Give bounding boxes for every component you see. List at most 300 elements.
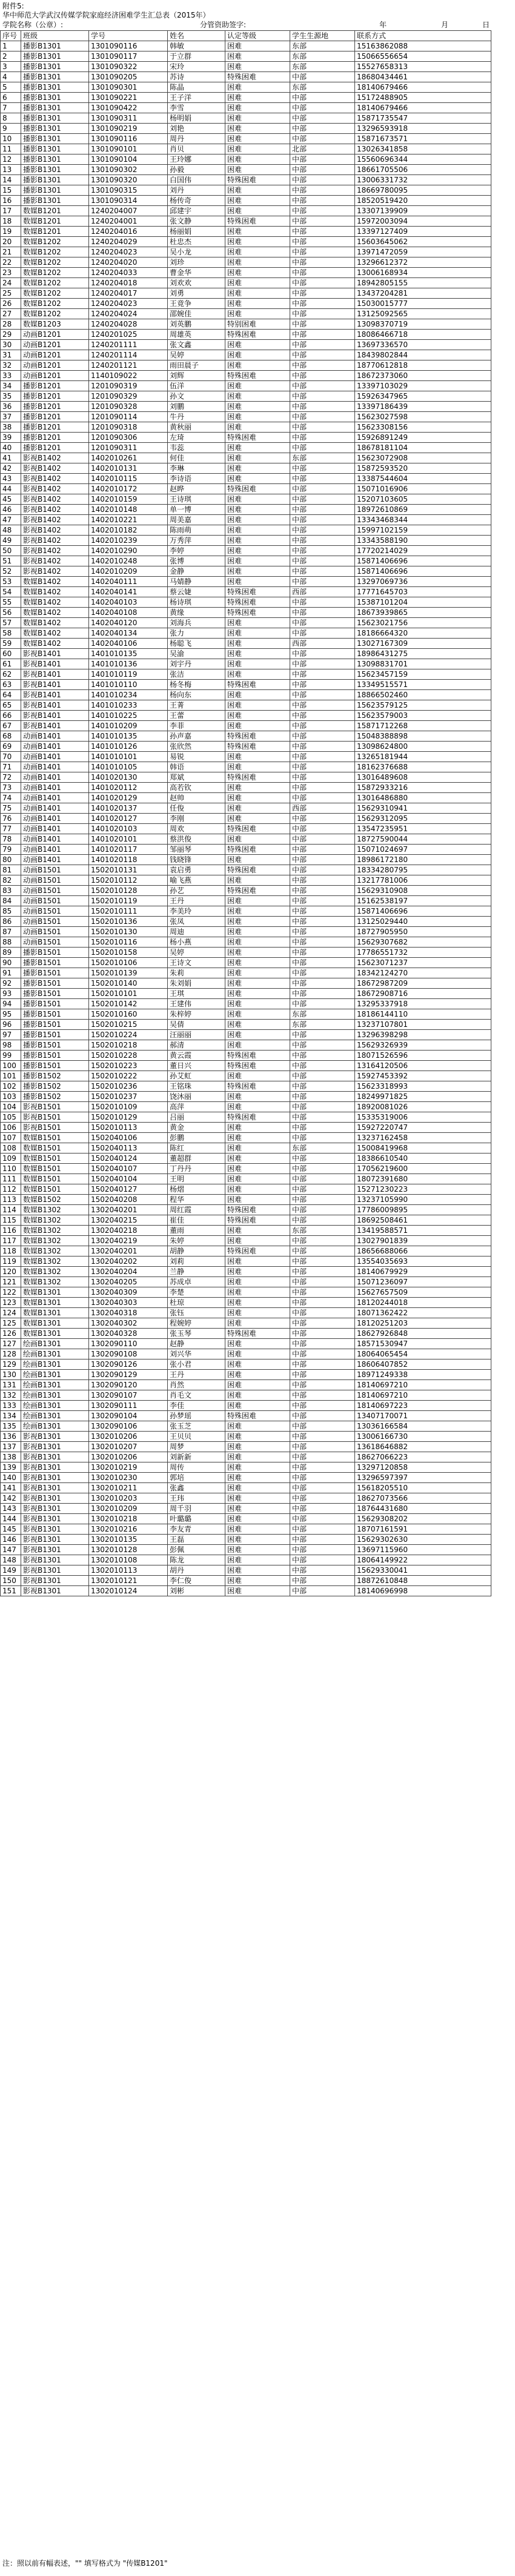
cell-name: 周红霞 — [168, 1205, 225, 1215]
cell-level: 困难 — [225, 381, 290, 391]
cell-student-id: 1302040309 — [89, 1287, 168, 1298]
cell-contact: 15629307682 — [355, 937, 491, 948]
students-table — [0, 30, 491, 1596]
cell-name: 高萍 — [168, 1102, 225, 1112]
cell-index: 67 — [1, 721, 21, 731]
year-label: 年 — [379, 21, 387, 29]
cell-class: 影视B1401 — [21, 690, 89, 700]
table-row — [1, 412, 491, 422]
cell-name: 崔佳 — [168, 1215, 225, 1226]
cell-contact: 18942805155 — [355, 278, 491, 288]
cell-name: 董雨 — [168, 1226, 225, 1236]
cell-name: 苏成卓 — [168, 1277, 225, 1287]
cell-class: 数媒B1301 — [21, 1287, 89, 1298]
cell-class: 数媒B1301 — [21, 1308, 89, 1318]
cell-class: 数媒B1402 — [21, 639, 89, 649]
cell-level: 困难 — [225, 958, 290, 968]
cell-index: 111 — [1, 1174, 21, 1184]
cell-level: 困难 — [225, 134, 290, 144]
cell-level: 困难 — [225, 1184, 290, 1195]
cell-student-id: 1301090117 — [89, 51, 168, 62]
cell-class: 数媒B1501 — [21, 1154, 89, 1164]
cell-class: 播影B1501 — [21, 1009, 89, 1020]
cell-index: 97 — [1, 1030, 21, 1040]
cell-name: 朱刘娟 — [168, 978, 225, 989]
cell-student-id: 1401020117 — [89, 845, 168, 855]
cell-name: 刘兴华 — [168, 1349, 225, 1359]
cell-class: 影视B1301 — [21, 1452, 89, 1462]
cell-name: 李刚 — [168, 814, 225, 824]
cell-origin: 中部 — [290, 608, 355, 618]
cell-index: 37 — [1, 412, 21, 422]
cell-origin: 中部 — [290, 165, 355, 175]
cell-contact: 17056219600 — [355, 1164, 491, 1174]
cell-index: 36 — [1, 402, 21, 412]
cell-level: 困难 — [225, 257, 290, 268]
cell-level: 困难 — [225, 1298, 290, 1308]
cell-contact: 15871406696 — [355, 906, 491, 917]
table-row — [1, 700, 491, 711]
cell-contact: 13006331732 — [355, 175, 491, 185]
cell-student-id: 1502040106 — [89, 1133, 168, 1143]
cell-index: 13 — [1, 165, 21, 175]
cell-index: 148 — [1, 1555, 21, 1565]
cell-index: 104 — [1, 1102, 21, 1112]
cell-name: 赵静 — [168, 1339, 225, 1349]
cell-level: 困难 — [225, 659, 290, 669]
cell-origin: 中部 — [290, 731, 355, 742]
cell-name: 孙梦瑶 — [168, 1411, 225, 1421]
cell-contact: 15872593520 — [355, 463, 491, 474]
table-row — [1, 752, 491, 762]
cell-origin: 中部 — [290, 1473, 355, 1483]
cell-class: 影视B1301 — [21, 1462, 89, 1473]
cell-origin: 中部 — [290, 175, 355, 185]
cell-contact: 15560696344 — [355, 154, 491, 165]
cell-level: 特殊困难 — [225, 1215, 290, 1226]
cell-student-id: 1302040303 — [89, 1298, 168, 1308]
cell-index: 138 — [1, 1452, 21, 1462]
cell-name: 董超群 — [168, 1154, 225, 1164]
cell-student-id: 1401010209 — [89, 721, 168, 731]
cell-contact: 15629308202 — [355, 1514, 491, 1524]
cell-student-id: 1302040302 — [89, 1318, 168, 1329]
cell-index: 57 — [1, 618, 21, 628]
cell-student-id: 1502010222 — [89, 1071, 168, 1081]
cell-name: 王贝贝 — [168, 1432, 225, 1442]
cell-level: 困难 — [225, 711, 290, 721]
cell-class: 影视B1401 — [21, 649, 89, 659]
table-row — [1, 185, 491, 196]
cell-level: 困难 — [225, 1359, 290, 1370]
cell-class: 影视B1401 — [21, 659, 89, 669]
cell-class: 数媒B1301 — [21, 1329, 89, 1339]
cell-name: 苏诗 — [168, 72, 225, 82]
cell-class: 绘画B1301 — [21, 1370, 89, 1380]
table-row — [1, 515, 491, 525]
cell-level: 困难 — [225, 1308, 290, 1318]
cell-contact: 13006168934 — [355, 268, 491, 278]
table-row — [1, 824, 491, 834]
cell-origin: 东部 — [290, 1009, 355, 1020]
cell-class: 影视B1402 — [21, 453, 89, 463]
cell-contact: 13697115960 — [355, 1545, 491, 1555]
cell-index: 139 — [1, 1462, 21, 1473]
cell-contact: 18140679466 — [355, 103, 491, 113]
cell-contact: 15527658313 — [355, 62, 491, 72]
cell-index: 61 — [1, 659, 21, 669]
cell-name: 宋玲 — [168, 62, 225, 72]
cell-index: 88 — [1, 937, 21, 948]
cell-contact: 15623457159 — [355, 669, 491, 680]
cell-origin: 中部 — [290, 1432, 355, 1442]
cell-index: 125 — [1, 1318, 21, 1329]
cell-class: 数媒B1402 — [21, 628, 89, 639]
cell-level: 特殊困难 — [225, 433, 290, 443]
cell-class: 数媒B1402 — [21, 577, 89, 587]
table-row — [1, 113, 491, 124]
table-row — [1, 1164, 491, 1174]
table-row — [1, 1287, 491, 1298]
cell-class: 数媒B1302 — [21, 1277, 89, 1287]
cell-index: 122 — [1, 1287, 21, 1298]
cell-student-id: 1302010108 — [89, 1555, 168, 1565]
cell-index: 27 — [1, 309, 21, 319]
cell-index: 16 — [1, 196, 21, 206]
cell-origin: 中部 — [290, 525, 355, 536]
cell-name: 杨向东 — [168, 690, 225, 700]
cell-student-id: 1301090221 — [89, 93, 168, 103]
cell-class: 播影B1501 — [21, 1040, 89, 1051]
cell-contact: 18872610848 — [355, 1576, 491, 1586]
cell-level: 困难 — [225, 556, 290, 566]
cell-index: 151 — [1, 1586, 21, 1596]
cell-level: 困难 — [225, 422, 290, 433]
cell-class: 数媒B1402 — [21, 608, 89, 618]
cell-class: 动画B1401 — [21, 731, 89, 742]
cell-class: 播影B1201 — [21, 433, 89, 443]
cell-contact: 15629302630 — [355, 1535, 491, 1545]
cell-level: 困难 — [225, 1401, 290, 1411]
cell-level: 困难 — [225, 103, 290, 113]
cell-student-id: 1402040106 — [89, 639, 168, 649]
cell-contact: 13343468344 — [355, 515, 491, 525]
table-row — [1, 216, 491, 227]
table-row — [1, 865, 491, 875]
table-row — [1, 1112, 491, 1123]
cell-level: 特殊困难 — [225, 772, 290, 783]
cell-index: 110 — [1, 1164, 21, 1174]
cell-class: 数媒B1202 — [21, 309, 89, 319]
cell-name: 刘辉 — [168, 371, 225, 381]
cell-contact: 13296593918 — [355, 124, 491, 134]
cell-name: 刘宇丹 — [168, 659, 225, 669]
cell-class: 动画B1401 — [21, 803, 89, 814]
cell-class: 播影B1201 — [21, 422, 89, 433]
cell-index: 24 — [1, 278, 21, 288]
cell-class: 影视B1301 — [21, 1565, 89, 1576]
cell-name: 刘勇 — [168, 288, 225, 299]
cell-name: 刘欢欢 — [168, 278, 225, 288]
cell-level: 困难 — [225, 690, 290, 700]
cell-class: 播影B1301 — [21, 154, 89, 165]
cell-name: 蔡云婕 — [168, 587, 225, 597]
cell-index: 121 — [1, 1277, 21, 1287]
cell-index: 38 — [1, 422, 21, 433]
cell-class: 播影B1501 — [21, 1061, 89, 1071]
cell-student-id: 1301090205 — [89, 72, 168, 82]
table-row — [1, 875, 491, 886]
cell-name: 伍洋 — [168, 381, 225, 391]
cell-class: 影视B1402 — [21, 546, 89, 556]
cell-origin: 西部 — [290, 803, 355, 814]
cell-origin: 中部 — [290, 896, 355, 906]
cell-name: 周雄英 — [168, 330, 225, 340]
table-row — [1, 1462, 491, 1473]
table-row — [1, 762, 491, 772]
cell-level: 困难 — [225, 1493, 290, 1504]
cell-origin: 中部 — [290, 628, 355, 639]
table-header-row — [1, 31, 491, 41]
form-meta-line — [0, 20, 515, 30]
cell-name: 王丹 — [168, 896, 225, 906]
cell-contact: 15162538197 — [355, 896, 491, 906]
cell-origin: 中部 — [290, 494, 355, 505]
cell-name: 汪丽丽 — [168, 1030, 225, 1040]
cell-index: 81 — [1, 865, 21, 875]
cell-contact: 18071362422 — [355, 1308, 491, 1318]
cell-name: 喻飞燕 — [168, 875, 225, 886]
cell-name: 雨田晨子 — [168, 360, 225, 371]
cell-index: 48 — [1, 525, 21, 536]
table-row — [1, 1452, 491, 1462]
cell-class: 数媒B1501 — [21, 1184, 89, 1195]
cell-student-id: 1302040201 — [89, 1205, 168, 1215]
table-row — [1, 886, 491, 896]
cell-student-id: 1401020127 — [89, 814, 168, 824]
table-row — [1, 1061, 491, 1071]
cell-level: 困难 — [225, 834, 290, 845]
cell-name: 高若钦 — [168, 783, 225, 793]
cell-index: 73 — [1, 783, 21, 793]
cell-level: 困难 — [225, 1071, 290, 1081]
cell-contact: 13971472059 — [355, 247, 491, 257]
cell-contact: 13027901839 — [355, 1236, 491, 1246]
cell-name: 张欣然 — [168, 742, 225, 752]
cell-class: 数媒B1402 — [21, 618, 89, 628]
table-row — [1, 1545, 491, 1555]
cell-contact: 18140697210 — [355, 1380, 491, 1390]
cell-level: 困难 — [225, 628, 290, 639]
cell-name: 王铭珠 — [168, 1081, 225, 1092]
table-row — [1, 1215, 491, 1226]
table-row — [1, 1030, 491, 1040]
cell-origin: 中部 — [290, 721, 355, 731]
table-row — [1, 1256, 491, 1267]
cell-origin: 中部 — [290, 834, 355, 845]
cell-name: 黄云霞 — [168, 1051, 225, 1061]
cell-class: 动画B1501 — [21, 886, 89, 896]
cell-level: 困难 — [225, 546, 290, 556]
cell-origin: 中部 — [290, 1030, 355, 1040]
cell-class: 动画B1401 — [21, 855, 89, 865]
cell-origin: 中部 — [290, 103, 355, 113]
cell-student-id: 1302090106 — [89, 1421, 168, 1432]
table-row — [1, 1205, 491, 1215]
cell-contact: 18986431275 — [355, 649, 491, 659]
cell-level: 困难 — [225, 1133, 290, 1143]
cell-origin: 中部 — [290, 618, 355, 628]
table-row — [1, 1411, 491, 1421]
cell-name: 彭佩 — [168, 1545, 225, 1555]
cell-origin: 中部 — [290, 1452, 355, 1462]
cell-index: 114 — [1, 1205, 21, 1215]
cell-level: 困难 — [225, 1452, 290, 1462]
cell-level: 困难 — [225, 577, 290, 587]
cell-name: 王建伟 — [168, 999, 225, 1009]
cell-level: 困难 — [225, 1462, 290, 1473]
cell-origin: 中部 — [290, 1246, 355, 1256]
cell-class: 影视B1301 — [21, 1483, 89, 1493]
cell-index: 45 — [1, 494, 21, 505]
table-row — [1, 82, 491, 93]
table-row — [1, 391, 491, 402]
cell-class: 影视B1402 — [21, 505, 89, 515]
cell-index: 112 — [1, 1184, 21, 1195]
cell-contact: 15629326939 — [355, 1040, 491, 1051]
cell-contact: 18727905950 — [355, 927, 491, 937]
cell-index: 102 — [1, 1081, 21, 1092]
cell-name: 孙毅 — [168, 165, 225, 175]
cell-name: 杜琼 — [168, 1298, 225, 1308]
cell-student-id: 1402010182 — [89, 525, 168, 536]
cell-index: 71 — [1, 762, 21, 772]
table-row — [1, 319, 491, 330]
cell-name: 刘丹 — [168, 185, 225, 196]
cell-student-id: 1502010215 — [89, 1020, 168, 1030]
cell-index: 52 — [1, 566, 21, 577]
cell-contact: 18672908716 — [355, 989, 491, 999]
cell-level: 特殊困难 — [225, 680, 290, 690]
table-row — [1, 1174, 491, 1184]
cell-origin: 中部 — [290, 299, 355, 309]
cell-level: 困难 — [225, 1586, 290, 1596]
table-row — [1, 1401, 491, 1411]
cell-contact: 13098624800 — [355, 742, 491, 752]
cell-student-id: 1302090107 — [89, 1390, 168, 1401]
cell-class: 动画B1401 — [21, 752, 89, 762]
cell-origin: 中部 — [290, 124, 355, 134]
cell-name: 肖贝 — [168, 144, 225, 154]
cell-student-id: 1201090311 — [89, 443, 168, 453]
cell-origin: 中部 — [290, 1174, 355, 1184]
cell-origin: 中部 — [290, 1401, 355, 1411]
cell-index: 25 — [1, 288, 21, 299]
cell-student-id: 1502040107 — [89, 1164, 168, 1174]
table-row — [1, 278, 491, 288]
cell-name: 张博 — [168, 556, 225, 566]
cell-name: 张玉芝 — [168, 1421, 225, 1432]
cell-student-id: 1240204017 — [89, 288, 168, 299]
cell-level: 特殊困难 — [225, 1112, 290, 1123]
cell-level: 困难 — [225, 412, 290, 422]
cell-contact: 17786009895 — [355, 1205, 491, 1215]
cell-name: 叶璐璐 — [168, 1514, 225, 1524]
cell-origin: 中部 — [290, 1524, 355, 1535]
cell-index: 28 — [1, 319, 21, 330]
cell-student-id: 1502010140 — [89, 978, 168, 989]
cell-class: 播影B1501 — [21, 958, 89, 968]
cell-level: 困难 — [225, 1102, 290, 1112]
cell-class: 动画B1401 — [21, 783, 89, 793]
cell-class: 影视B1402 — [21, 525, 89, 536]
cell-index: 144 — [1, 1514, 21, 1524]
table-row — [1, 463, 491, 474]
cell-origin: 中部 — [290, 1102, 355, 1112]
cell-level: 困难 — [225, 206, 290, 216]
cell-level: 特殊困难 — [225, 742, 290, 752]
cell-level: 困难 — [225, 474, 290, 484]
cell-index: 105 — [1, 1112, 21, 1123]
table-row — [1, 1226, 491, 1236]
cell-origin: 中部 — [290, 1359, 355, 1370]
cell-name: 张力 — [168, 628, 225, 639]
cell-class: 播影B1301 — [21, 62, 89, 72]
cell-origin: 中部 — [290, 1123, 355, 1133]
cell-level: 困难 — [225, 1174, 290, 1184]
cell-student-id: 1402010131 — [89, 463, 168, 474]
cell-origin: 中部 — [290, 1442, 355, 1452]
table-row — [1, 154, 491, 165]
cell-name: 刘海兵 — [168, 618, 225, 628]
cell-contact: 13026341858 — [355, 144, 491, 154]
cell-index: 68 — [1, 731, 21, 742]
month-label: 月 — [441, 21, 449, 29]
cell-contact: 18673939865 — [355, 608, 491, 618]
cell-index: 74 — [1, 793, 21, 803]
cell-index: 11 — [1, 144, 21, 154]
cell-level: 困难 — [225, 1226, 290, 1236]
cell-index: 19 — [1, 227, 21, 237]
cell-class: 动画B1501 — [21, 917, 89, 927]
cell-contact: 15030015777 — [355, 299, 491, 309]
cell-origin: 中部 — [290, 371, 355, 381]
cell-level: 特殊困难 — [225, 1411, 290, 1421]
cell-name: 刘艳 — [168, 124, 225, 134]
cell-student-id: 1402010148 — [89, 505, 168, 515]
table-row — [1, 793, 491, 803]
cell-student-id: 1402010239 — [89, 536, 168, 546]
cell-origin: 中部 — [290, 350, 355, 360]
table-row — [1, 958, 491, 968]
cell-level: 困难 — [225, 793, 290, 803]
cell-student-id: 1301090314 — [89, 196, 168, 206]
cell-origin: 中部 — [290, 978, 355, 989]
cell-name: 王菁 — [168, 700, 225, 711]
cell-name: 曹金华 — [168, 268, 225, 278]
cell-name: 彭鹏 — [168, 1133, 225, 1143]
cell-origin: 中部 — [290, 1051, 355, 1061]
cell-name: 刘鹏 — [168, 402, 225, 412]
cell-name: 肖然 — [168, 1380, 225, 1390]
cell-origin: 中部 — [290, 927, 355, 937]
cell-index: 128 — [1, 1349, 21, 1359]
cell-level: 困难 — [225, 649, 290, 659]
cell-name: 朱梓婷 — [168, 1009, 225, 1020]
cell-student-id: 1240201121 — [89, 360, 168, 371]
cell-contact: 15623071237 — [355, 958, 491, 968]
cell-level: 特殊困难 — [225, 731, 290, 742]
